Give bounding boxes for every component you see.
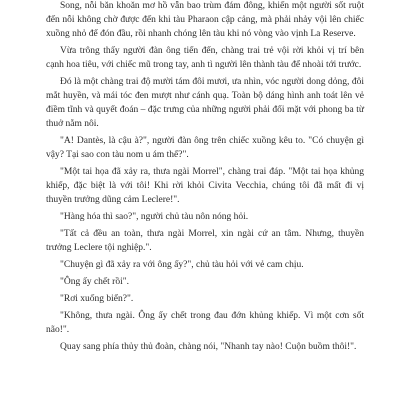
paragraph: "Một tai họa đã xảy ra, thưa ngài Morrel", chàng trai đáp. "Một tai họa khủng khiếp, đặc biệt là với tôi! Khi rời khỏi Civita Vecchia, chúng tôi đã mất đi vị thuyền trưởng dũng cảm Leclere!".	[46, 166, 364, 205]
paragraph: Đó là một chàng trai độ mười tám đôi mươi, ưa nhìn, vóc người dong dỏng, đôi mắt huyền, và mái tóc đen mượt như cánh quạ. Toàn bộ dáng hình anh toát lên vẻ điềm tĩnh và quyết đoán – đặc trưng của những người phải đối mặt với phong ba từ thuở nằm nôi.	[46, 76, 364, 129]
paragraph: Vừa trông thấy người đàn ông tiến đến, chàng trai trẻ vội rời khỏi vị trí bên cạnh hoa tiêu, với chiếc mũ trong tay, anh tì người lên thành tàu để nhoài tới trước.	[46, 45, 364, 70]
paragraph: Quay sang phía thủy thủ đoàn, chàng nói, "Nhanh tay nào! Cuộn buồm thôi!".	[60, 342, 357, 352]
body-text	[46, 0, 364, 355]
paragraph: Song, nỗi băn khoăn mơ hồ vẫn bao trùm đám đông, khiến một người sốt ruột đến nỗi không chờ được đến khi tàu Pharaon cập cảng, mà phải nhảy vội lên chiếc xuồng nhỏ để đón đầu, rồi nhanh chóng lên tàu khi nó vòng vào vịnh La Reserve.	[46, 1, 364, 39]
paragraph: "Không, thưa ngài. Ông ấy chết trong đau đớn khủng khiếp. Vì một cơn sốt não!".	[46, 311, 364, 335]
paragraph: "Tất cả đều an toàn, thưa ngài Morrel, xin ngài cứ an tâm. Nhưng, thuyền trưởng Leclere tội nghiệp.".	[46, 228, 364, 253]
paragraph: "Rơi xuống biển?".	[60, 293, 134, 304]
paragraph: "A! Dantès, là cậu à?", người đàn ông trên chiếc xuồng kêu to. "Có chuyện gì vậy? Tại sao con tàu nom u ám thế?".	[46, 135, 364, 160]
paragraph: "Ông ấy chết rồi".	[60, 276, 129, 287]
paragraph: "Hàng hóa thì sao?", người chủ tàu nôn nóng hỏi.	[60, 211, 249, 222]
paragraph: "Chuyện gì đã xảy ra với ông ấy?", chủ tàu hỏi với vẻ cam chịu.	[60, 259, 304, 270]
